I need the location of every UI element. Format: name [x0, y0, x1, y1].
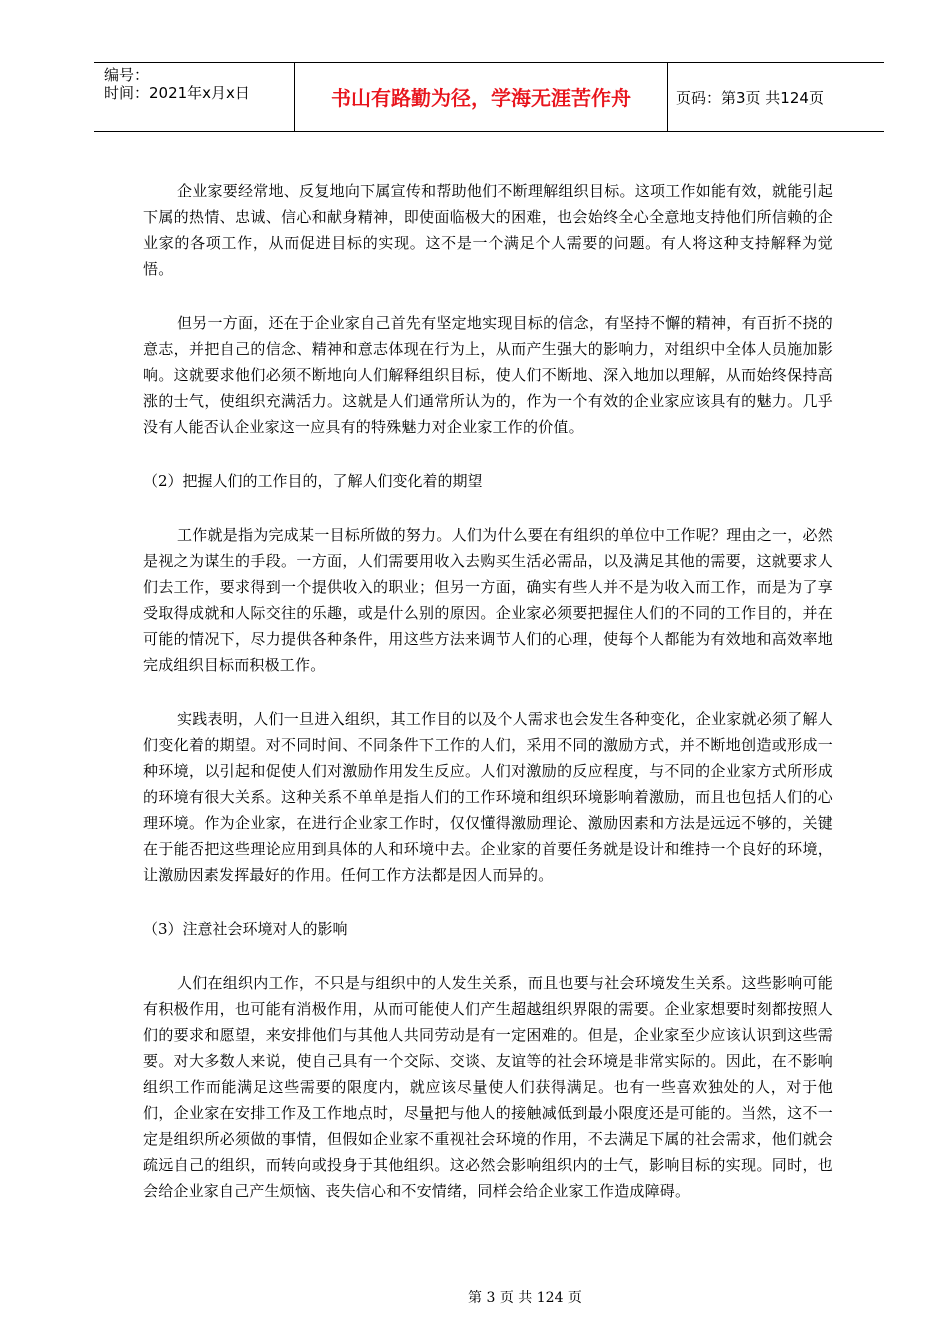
serial-number-label: 编号：: [104, 66, 150, 84]
header-page-cell: [668, 63, 884, 131]
header-page-number: 页码：第3页 共124页: [676, 89, 824, 107]
page-footer: 第 3 页 共 124 页: [468, 1290, 582, 1306]
header-info-cell: [94, 63, 295, 131]
time-label: 时间：2021年x月x日: [104, 84, 250, 102]
body-paragraph: 工作就是指为完成某一目标所做的努力。人们为什么要在有组织的单位中工作呢？理由之一，必然是视之为谋生的手段。一方面，人们需要用收入去购买生活必需品，以及满足其他的需要，这就要求人们去工作，要求得到一个提供收入的职业；但另一方面，确实有些人并不是为收入而工作，而是为了享受取得成就和人际交往的乐趣，或是什么别的原因。企业家必须要把握住人们的不同的工作目的，并在可能的情况下，尽力提供各种条件，用这些方法来调节人们的心理，使每个人都能为有效地和高效率地完成组织目标而积极工作。: [143, 526, 833, 674]
section-heading: （3）注意社会环境对人的影响: [143, 920, 348, 938]
body-paragraph: 实践表明，人们一旦进入组织，其工作目的以及个人需求也会发生各种变化，企业家就必须了解人们变化着的期望。对不同时间、不同条件下工作的人们，采用不同的激励方式，并不断地创造或形成一种环境，以引起和促使人们对激励作用发生反应。人们对激励的反应程度，与不同的企业家方式所形成的环境有很大关系。这种关系不单单是指人们的工作环境和组织环境影响着激励，而且也包括人们的心理环境。作为企业家，在进行企业家工作时，仅仅懂得激励理论、激励因素和方法是远远不够的，关键在于能否把这些理论应用到具体的人和环境中去。企业家的首要任务就是设计和维持一个良好的环境，让激励因素发挥最好的作用。任何工作方法都是因人而异的。: [143, 710, 833, 884]
header-motto: 书山有路勤为径，学海无涯苦作舟: [331, 86, 631, 110]
page-header: [94, 62, 884, 132]
header-motto-cell: [295, 63, 668, 131]
body-paragraph: 企业家要经常地、反复地向下属宣传和帮助他们不断理解组织目标。这项工作如能有效，就能引起下属的热情、忠诚、信心和献身精神，即使面临极大的困难，也会始终全心全意地支持他们所信赖的企业家的各项工作，从而促进目标的实现。这不是一个满足个人需要的问题。有人将这种支持解释为觉悟。: [143, 182, 833, 278]
section-heading: （2）把握人们的工作目的，了解人们变化着的期望: [143, 472, 483, 490]
body-paragraph: 人们在组织内工作，不只是与组织中的人发生关系，而且也要与社会环境发生关系。这些影响可能有积极作用，也可能有消极作用，从而可能使人们产生超越组织界限的需要。企业家想要时刻都按照人们的要求和愿望，来安排他们与其他人共同劳动是有一定困难的。但是，企业家至少应该认识到这些需要。对大多数人来说，使自己具有一个交际、交谈、友谊等的社会环境是非常实际的。因此，在不影响组织工作而能满足这些需要的限度内，就应该尽量使人们获得满足。也有一些喜欢独处的人，对于他们，企业家在安排工作及工作地点时，尽量把与他人的接触减低到最小限度还是可能的。当然，这不一定是组织所必须做的事情，但假如企业家不重视社会环境的作用，不去满足下属的社会需求，他们就会疏远自己的组织，而转向或投身于其他组织。这必然会影响组织内的士气，影响目标的实现。同时，也会给企业家自己产生烦恼、丧失信心和不安情绪，同样会给企业家工作造成障碍。: [143, 974, 833, 1200]
body-paragraph: 但另一方面，还在于企业家自己首先有坚定地实现目标的信念，有坚持不懈的精神，有百折不挠的意志，并把自己的信念、精神和意志体现在行为上，从而产生强大的影响力，对组织中全体人员施加影响。这就要求他们必须不断地向人们解释组织目标，使人们不断地、深入地加以理解，从而始终保持高涨的士气，使组织充满活力。这就是人们通常所认为的，作为一个有效的企业家应该具有的魅力。几乎没有人能否认企业家这一应具有的特殊魅力对企业家工作的价值。: [143, 314, 833, 436]
document-body: [143, 178, 833, 1232]
